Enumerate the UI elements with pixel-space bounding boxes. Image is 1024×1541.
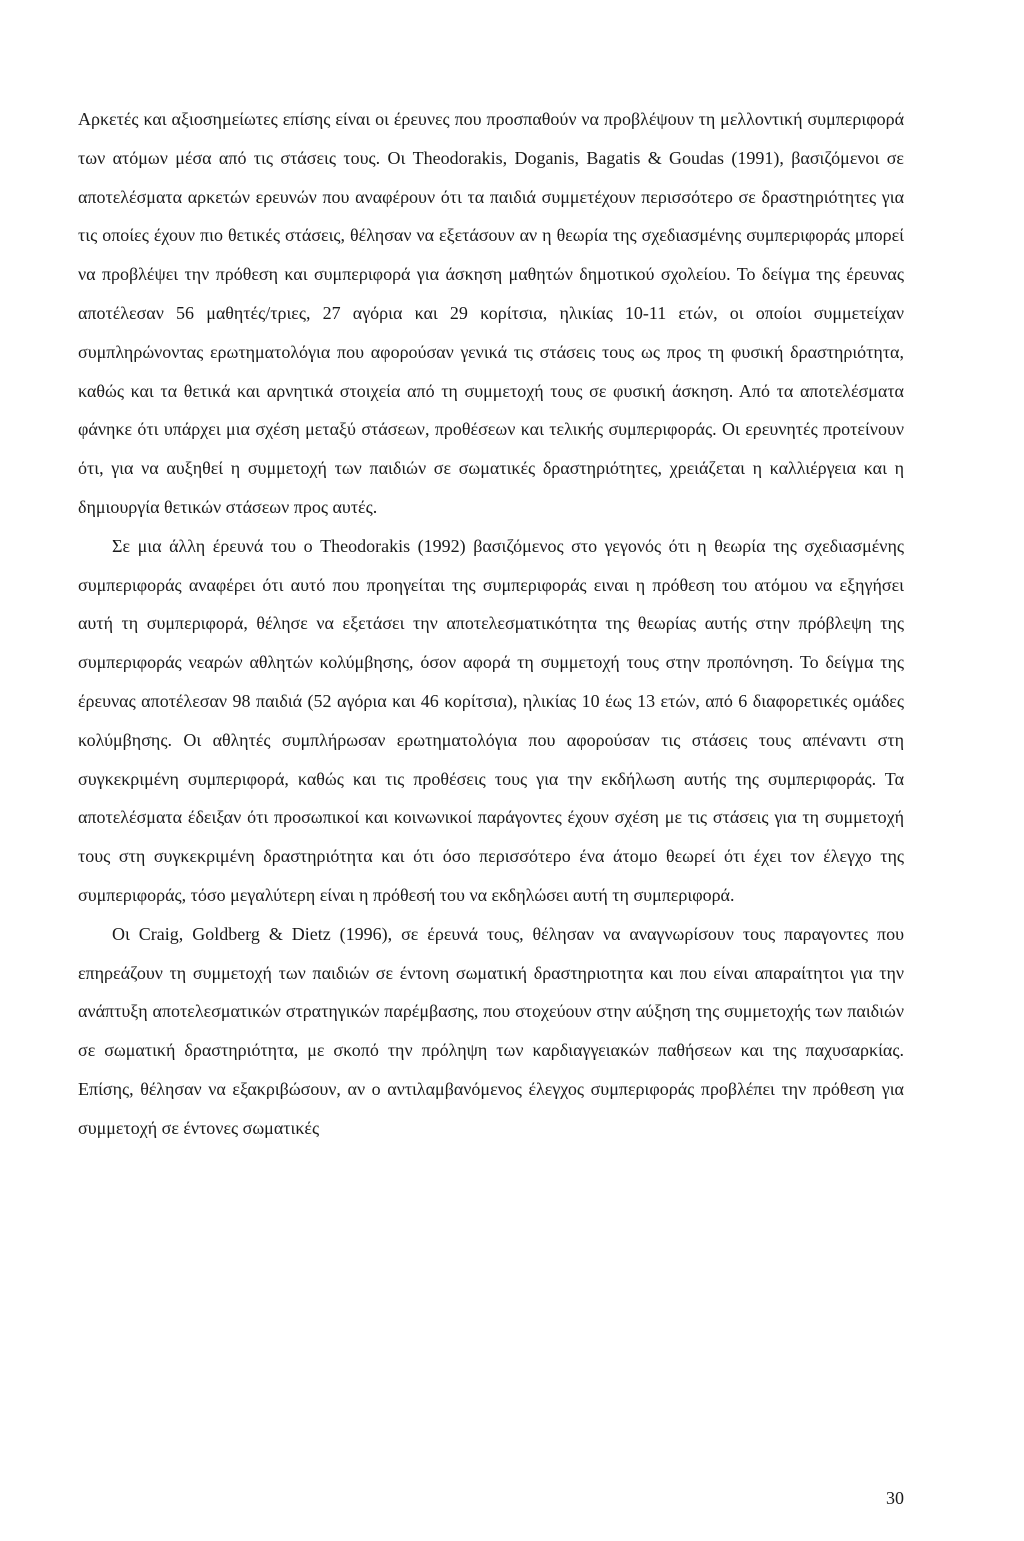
paragraph-2: Σε μια άλλη έρευνά του ο Theodorakis (1992) βασιζόμενος στο γεγονός ότι η θεωρία της σχεδιασμένης συμπεριφοράς αναφέρει ότι αυτό που προηγείται της συμπεριφοράς ειναι η πρόθεση του ατόμου να εξηγήσει αυτή τη συμπεριφορά, θέλησε να εξετάσει την αποτελεσματικότητα της θεωρίας αυτής στην πρόβλεψη της συμπεριφοράς νεαρών αθλητών κολύμβησης, όσον αφορά τη συμμετοχή τους στην προπόνηση. Το δείγμα της έρευνας αποτέλεσαν 98 παιδιά (52 αγόρια και 46 κορίτσια), ηλικίας 10 έως 13 ετών, από 6 διαφορετικές ομάδες κολύμβησης. Οι αθλητές συμπλήρωσαν ερωτηματολόγια που αφορούσαν τις στάσεις τους απέναντι στη συγκεκριμένη συμπεριφορά, καθώς και τις προθέσεις τους για την εκδήλωση αυτής της συμπεριφοράς. Τα αποτελέσματα έδειξαν ότι προσωπικοί και κοινωνικοί παράγοντες έχουν σχέση με τις στάσεις για τη συμμετοχή τους στη συγκεκριμένη δραστηριότητα και ότι όσο περισσότερο ένα άτομο θεωρεί ότι έχει τον έλεγχο της συμπεριφοράς, τόσο μεγαλύτερη είναι η πρόθεσή του να εκδηλώσει αυτή τη συμπεριφορά. <box>78 535 904 905</box>
page-number: 30 <box>886 1488 904 1508</box>
document-body <box>78 100 904 1148</box>
paragraph-3: Οι Craig, Goldberg & Dietz (1996), σε έρευνά τους, θέλησαν να αναγνωρίσουν τους παραγοντες που επηρεάζουν τη συμμετοχή των παιδιών σε έντονη σωματική δραστηριοτητα και που είναι απαραίτητοι για την ανάπτυξη αποτελεσματικών στρατηγικών παρέμβασης, που στοχεύουν στην αύξηση της συμμετοχής των παιδιών σε σωματική δραστηριότητα, με σκοπό την πρόληψη των καρδιαγγειακών παθήσεων και της παχυσαρκίας. Επίσης, θέλησαν να εξακριβώσουν, αν ο αντιλαμβανόμενος έλεγχος συμπεριφοράς προβλέπει την πρόθεση για συμμετοχή σε έντονες σωματικές <box>78 923 904 1138</box>
paragraph-1: Αρκετές και αξιοσημείωτες επίσης είναι οι έρευνες που προσπαθούν να προβλέψουν τη μελλοντική συμπεριφορά των ατόμων μέσα από τις στάσεις τους. Οι Theodorakis, Doganis, Bagatis & Goudas (1991), βασιζόμενοι σε αποτελέσματα αρκετών ερευνών που αναφέρουν ότι τα παιδιά συμμετέχουν περισσότερο σε δραστηριότητες για τις οποίες έχουν πιο θετικές στάσεις, θέλησαν να εξετάσουν αν η θεωρία της σχεδιασμένης συμπεριφοράς μπορεί να προβλέψει την πρόθεση και συμπεριφορά για άσκηση μαθητών δημοτικού σχολείου. Το δείγμα της έρευνας αποτέλεσαν 56 μαθητές/τριες, 27 αγόρια και 29 κορίτσια, ηλικίας 10-11 ετών, οι οποίοι συμμετείχαν συμπληρώνοντας ερωτηματολόγια που αφορούσαν γενικά τις στάσεις τους ως προς τη φυσική δραστηριότητα, καθώς και τα θετικά και αρνητικά στοιχεία από τη συμμετοχή τους σε φυσική άσκηση. Από τα αποτελέσματα φάνηκε ότι υπάρχει μια σχέση μεταξύ στάσεων, προθέσεων και τελικής συμπεριφοράς. Οι ερευνητές προτείνουν ότι, για να αυξηθεί η συμμετοχή των παιδιών σε σωματικές δραστηριότητες, χρειάζεται η καλλιέργεια και η δημιουργία θετικών στάσεων προς αυτές. <box>78 109 904 517</box>
